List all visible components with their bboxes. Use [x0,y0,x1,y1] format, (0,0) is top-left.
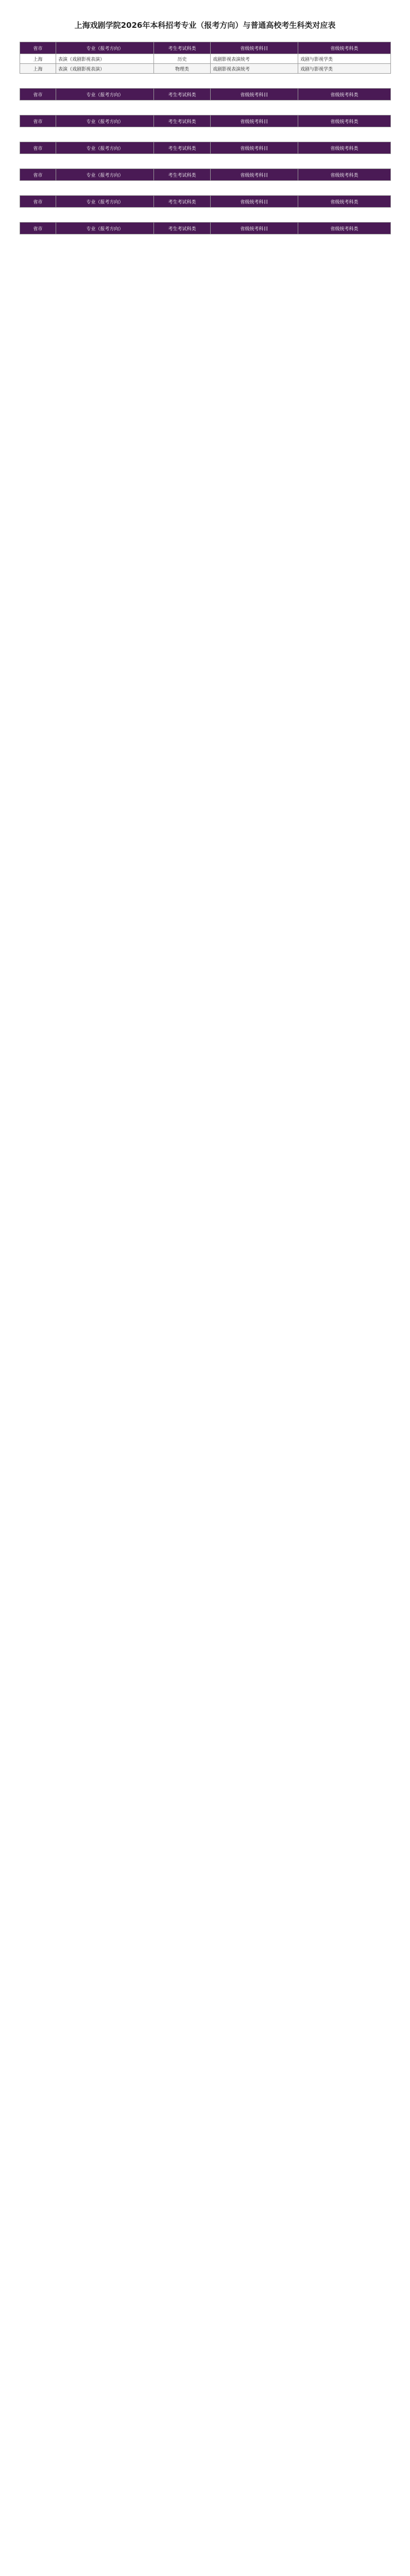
column-header: 省级统考科目 [211,223,298,234]
column-header: 考生考试科类 [154,196,211,208]
table-panel [20,42,390,74]
table-panel [20,222,390,234]
mapping-table [20,88,391,100]
table-cell: 上海 [20,64,56,74]
column-header: 省级统考科类 [298,142,391,154]
table-cell: 戏剧影视表演统考 [211,54,298,64]
document-title: 上海戏剧学院2026年本科招考专业（报考方向）与普通高校考生科类对应表 [74,21,336,30]
column-header: 省级统考科类 [298,169,391,181]
table-cell: 戏剧影视表演统考 [211,64,298,74]
mapping-table [20,168,391,181]
table-header-row [20,169,391,181]
column-header: 省级统考科类 [298,196,391,208]
column-header: 省级统考科目 [211,169,298,181]
table-panel [20,88,390,100]
column-header: 省级统考科类 [298,115,391,127]
table-panel [20,195,390,208]
mapping-table [20,115,391,127]
column-header: 考生考试科类 [154,223,211,234]
column-header: 省市 [20,169,56,181]
table-cell: 上海 [20,54,56,64]
column-header: 省市 [20,42,56,54]
table-header-row [20,196,391,208]
mapping-table [20,42,391,74]
document-page [0,0,410,280]
table-header-row [20,115,391,127]
table-panel [20,168,390,181]
column-header: 专业（报考方向） [56,89,154,100]
table-panel [20,142,390,154]
table-header-row [20,89,391,100]
table-cell: 表演（戏剧影视表演） [56,54,154,64]
column-header: 省市 [20,196,56,208]
mapping-table [20,195,391,208]
column-header: 考生考试科类 [154,169,211,181]
column-header: 省级统考科目 [211,42,298,54]
column-header: 省市 [20,89,56,100]
column-header: 省市 [20,223,56,234]
column-header: 专业（报考方向） [56,169,154,181]
table-panels [20,42,390,234]
table-row [20,64,391,74]
table-header-row [20,223,391,234]
table-cell: 表演（戏剧影视表演） [56,64,154,74]
column-header: 省市 [20,115,56,127]
column-header: 省级统考科类 [298,42,391,54]
column-header: 考生考试科类 [154,89,211,100]
column-header: 专业（报考方向） [56,142,154,154]
table-cell: 历史 [154,54,211,64]
column-header: 专业（报考方向） [56,196,154,208]
table-cell: 戏剧与影视学类 [298,64,391,74]
column-header: 专业（报考方向） [56,42,154,54]
table-row [20,54,391,64]
column-header: 专业（报考方向） [56,115,154,127]
column-header: 考生考试科类 [154,142,211,154]
column-header: 考生考试科类 [154,42,211,54]
column-header: 省市 [20,142,56,154]
column-header: 专业（报考方向） [56,223,154,234]
table-cell: 戏剧与影视学类 [298,54,391,64]
column-header: 省级统考科目 [211,89,298,100]
mapping-table [20,222,391,234]
column-header: 考生考试科类 [154,115,211,127]
table-header-row [20,142,391,154]
table-cell: 物理类 [154,64,211,74]
column-header: 省级统考科目 [211,142,298,154]
column-header: 省级统考科目 [211,115,298,127]
column-header: 省级统考科目 [211,196,298,208]
table-panel [20,115,390,127]
column-header: 省级统考科类 [298,89,391,100]
mapping-table [20,142,391,154]
column-header: 省级统考科类 [298,223,391,234]
table-header-row [20,42,391,54]
